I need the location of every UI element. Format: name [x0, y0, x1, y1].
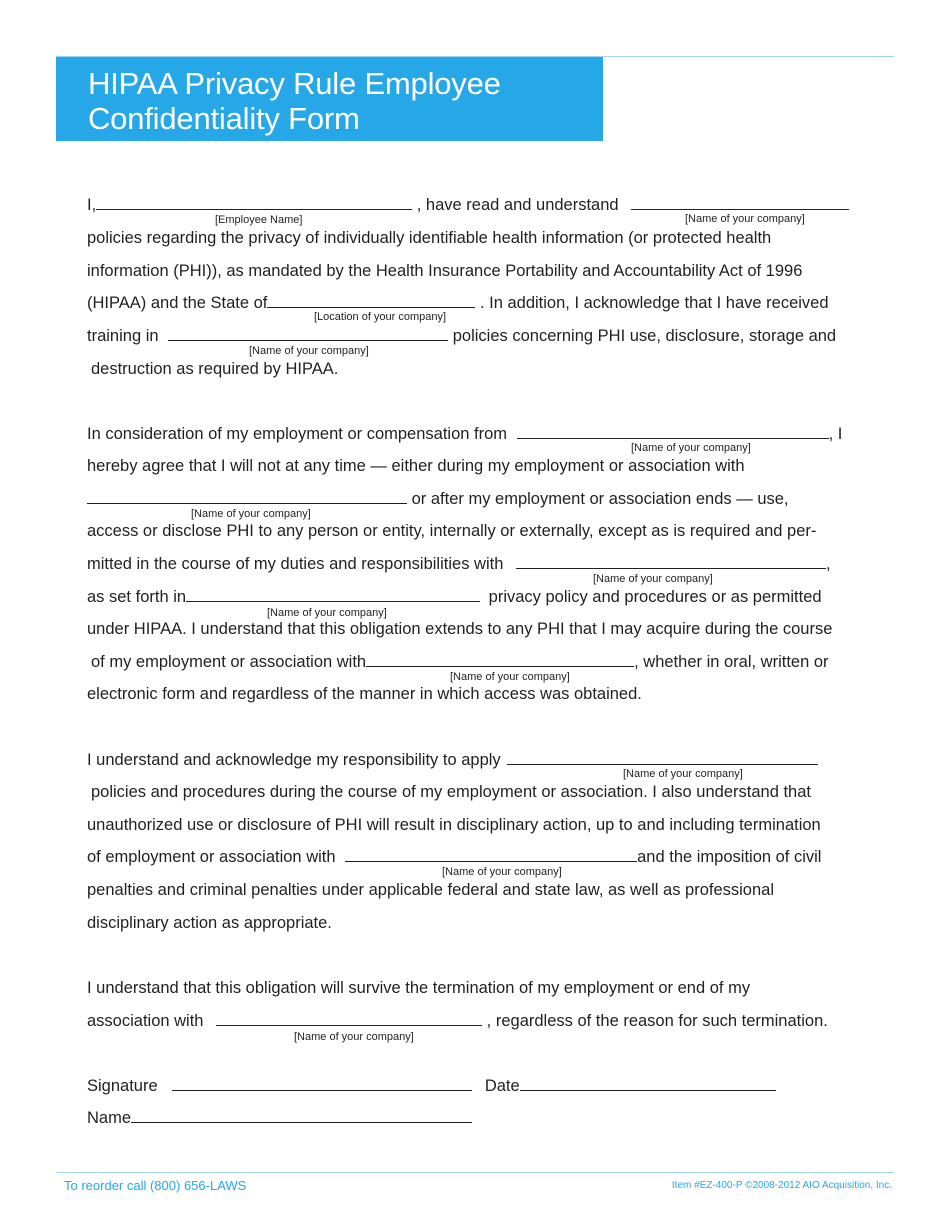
p2-line-8 [91, 652, 829, 672]
p1-text: (HIPAA) and the State of [87, 294, 268, 312]
p1-text: . In addition, I acknowledge that I have received [479, 294, 829, 312]
p3-text: of employment or association with [87, 848, 336, 866]
company-name-caption: [Name of your company] [249, 345, 369, 357]
employee-name-field[interactable] [96, 195, 412, 210]
date-label: Date [484, 1077, 520, 1095]
location-field[interactable] [267, 293, 475, 308]
p3-text: I understand and acknowledge my responsibility to apply [87, 751, 501, 769]
signature-field[interactable] [172, 1076, 472, 1091]
signature-label: Signature [87, 1077, 158, 1095]
p2-line-3 [87, 489, 789, 509]
company-name-caption: [Name of your company] [450, 671, 570, 683]
company-name-caption: [Name of your company] [442, 866, 562, 878]
p1-text: , have read and understand [416, 196, 619, 214]
p1-line-6: destruction as required by HIPAA. [91, 360, 339, 378]
p3-line-6: disciplinary action as appropriate. [87, 914, 332, 932]
p1-text: training in [87, 327, 159, 345]
p2-line-6 [87, 587, 822, 607]
p4-text: association with [87, 1012, 204, 1030]
company-name-field[interactable] [186, 587, 480, 602]
p2-text: , whether in oral, written or [634, 653, 829, 671]
p2-line-9: electronic form and regardless of the manner in which access was obtained. [87, 685, 642, 703]
company-name-field[interactable] [345, 847, 637, 862]
company-name-field[interactable] [87, 489, 407, 504]
bottom-rule [56, 1172, 894, 1173]
company-name-caption: [Name of your company] [267, 607, 387, 619]
p1-text: I, [87, 196, 97, 214]
p2-line-5 [87, 554, 831, 574]
p4-text: , regardless of the reason for such termination. [486, 1012, 828, 1030]
page-title-line-1: HIPAA Privacy Rule Employee [88, 66, 501, 101]
p2-text: , [825, 555, 831, 573]
company-name-caption: [Name of your company] [191, 508, 311, 520]
p2-text: or after my employment or association ends — use, [411, 490, 789, 508]
signature-row [87, 1076, 776, 1096]
name-row [87, 1108, 472, 1128]
p2-text: of my employment or association with [91, 653, 367, 671]
p2-text: mitted in the course of my duties and responsibilities with [87, 555, 504, 573]
name-field[interactable] [131, 1108, 472, 1123]
p3-line-3: unauthorized use or disclosure of PHI will result in disciplinary action, up to and including termination [87, 816, 821, 834]
reorder-text: To reorder call (800) 656-LAWS [64, 1178, 247, 1193]
p2-line-1 [87, 424, 842, 444]
company-name-field[interactable] [507, 750, 818, 765]
p1-line-5 [87, 326, 836, 346]
p1-line-1 [87, 195, 849, 215]
company-name-caption: [Name of your company] [631, 442, 751, 454]
p3-text: and the imposition of civil [637, 848, 822, 866]
p1-line-4 [87, 293, 829, 313]
employee-name-caption: [Employee Name] [215, 214, 303, 226]
p2-line-7: under HIPAA. I understand that this obligation extends to any PHI that I may acquire during the course [87, 620, 833, 638]
company-name-field[interactable] [517, 424, 829, 439]
company-name-field[interactable] [366, 652, 634, 667]
p1-text: policies concerning PHI use, disclosure, storage and [452, 327, 837, 345]
p2-text: In consideration of my employment or compensation from [87, 425, 508, 443]
p4-line-1: I understand that this obligation will survive the termination of my employment or end of my [87, 979, 751, 997]
p1-line-2: policies regarding the privacy of individually identifiable health information (or protected health [87, 229, 772, 247]
p2-line-4: access or disclose PHI to any person or entity, internally or externally, except as is required and per- [87, 522, 817, 540]
item-copyright-text: Item #EZ-400-P ©2008-2012 AIO Acquisition, Inc. [671, 1180, 892, 1191]
company-name-caption: [Name of your company] [593, 573, 713, 585]
p1-line-3: information (PHI)), as mandated by the Health Insurance Portability and Accountability Act of 1996 [87, 262, 803, 280]
company-name-field[interactable] [516, 554, 826, 569]
company-name-caption: [Name of your company] [685, 213, 805, 225]
company-name-caption: [Name of your company] [294, 1031, 414, 1043]
name-label: Name [87, 1109, 132, 1127]
company-name-field[interactable] [631, 195, 849, 210]
p3-line-2: policies and procedures during the course of my employment or association. I also understand that [91, 783, 811, 801]
p4-line-2 [87, 1011, 828, 1031]
company-name-field[interactable] [168, 326, 448, 341]
p3-line-5: penalties and criminal penalties under applicable federal and state law, as well as professional [87, 881, 774, 899]
page-title-line-2: Confidentiality Form [88, 101, 360, 136]
p2-text: , I [828, 425, 843, 443]
location-caption: [Location of your company] [314, 311, 447, 323]
company-name-caption: [Name of your company] [623, 768, 743, 780]
p2-text: as set forth in [87, 588, 187, 606]
title-banner [56, 57, 603, 141]
p3-line-1 [87, 750, 818, 770]
p2-line-2: hereby agree that I will not at any time — either during my employment or association with [87, 457, 745, 475]
date-field[interactable] [520, 1076, 776, 1091]
p2-text: privacy policy and procedures or as permitted [488, 588, 822, 606]
p3-line-4 [87, 847, 821, 867]
company-name-field[interactable] [216, 1011, 482, 1026]
